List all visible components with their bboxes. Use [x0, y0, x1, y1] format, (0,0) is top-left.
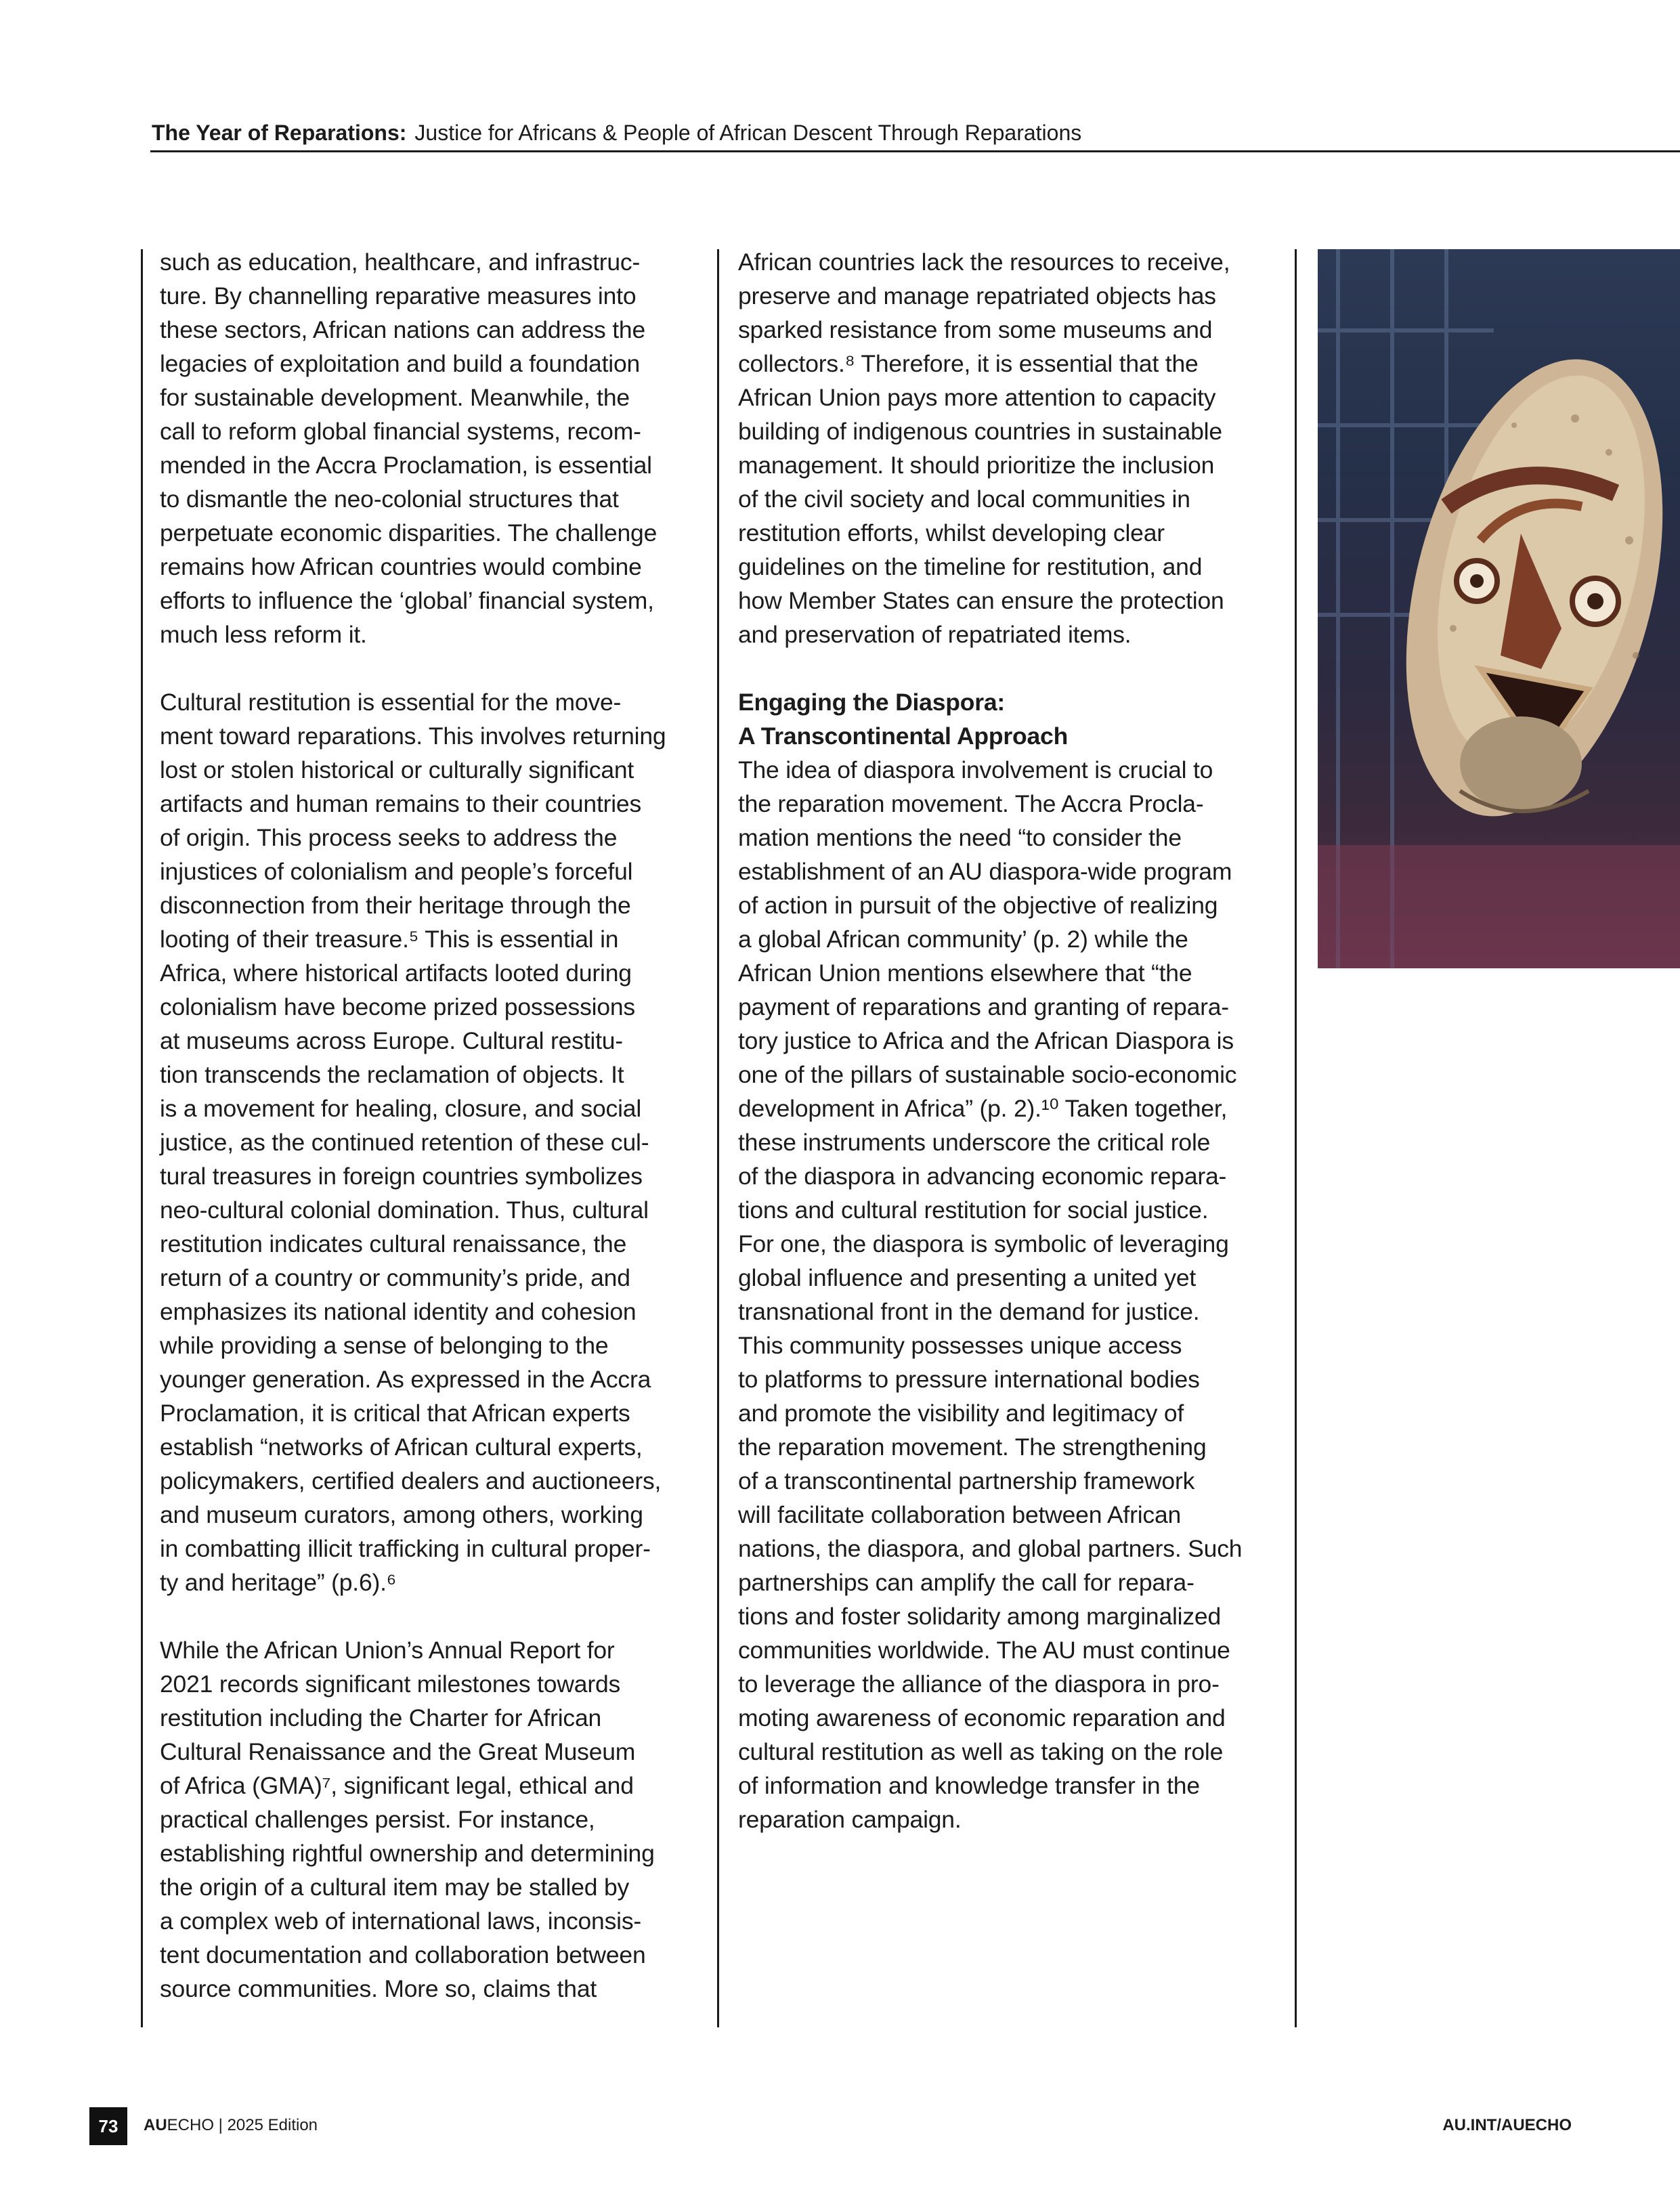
header-title-rest: Justice for Africans & People of African Descent Through Reparations — [414, 121, 1082, 145]
section-heading: Engaging the Diaspora: A Transcontinental Approach — [738, 689, 1069, 750]
paragraph: African countries lack the resources to receive, preserve and manage repatriated objects has sparked resistance from some museums and collectors.⁸ Therefore, it is essential that the African Union pays more attention to capacity building of indigenous countries in sustainable management. It should prioritize the inclusion of the civil society and local communities in restitution efforts, whilst developing clear guidelines on the timeline for restitution, and how Member States can ensure the protection and preservation of repatriated items. — [738, 249, 1230, 648]
footer-publication — [144, 2115, 318, 2136]
footer-brand-rest: ECHO | 2025 Edition — [167, 2116, 318, 2134]
paragraph: The idea of diaspora involvement is crucial to the reparation movement. The Accra Procla- mation mentions the need “to consider the establishment of an AU diaspora-wide program of action in pursuit of the objective of realizing a global African community’ (p. 2) while the African Union mentions elsewhere that “the payment of reparations and granting of repara- tory justice to Africa and the African Diaspora is one of the pillars of sustainable socio-economic development in Africa” (p. 2).¹⁰ Taken together, these instruments underscore the critical role of the diaspora in advancing economic repara- tions and cultural restitution for social justice. For one, the diaspora is symbolic of leveraging global influence and presenting a united yet transnational front in the demand for justice. This community possesses unique access to platforms to pressure international bodies and promote the visibility and legitimacy of the reparation movement. The strengthening of a transcontinental partnership framework will facilitate collaboration between African nations, the diaspora, and global partners. Such partnerships can amplify the call for repara- tions and foster solidarity among marginalized communities worldwide. The AU must continue to leverage the alliance of the diaspora in pro- moting awareness of economic reparation and cultural restitution as well as taking on the role of information and knowledge transfer in the reparation campaign. — [738, 756, 1243, 1833]
article-column-1 — [160, 245, 702, 2006]
header-rule — [150, 150, 1680, 152]
header-title-bold: The Year of Reparations: — [152, 121, 407, 145]
paragraph: While the African Union’s Annual Report for 2021 records significant milestones towards restitution including the Charter for African Cultural Renaissance and the Great Museum of Africa (GMA)⁷, significant legal, ethical and practical challenges persist. For instance, establishing rightful ownership and determining the origin of a cultural item may be stalled by a complex web of international laws, inconsis- tent documentation and collaboration between source communities. More so, claims that — [160, 1637, 655, 2002]
footer-url[interactable]: AU.INT/AUECHO — [1442, 2116, 1572, 2134]
mask-photo — [1318, 249, 1680, 968]
column-rule-right — [1295, 249, 1297, 2027]
paragraph: such as education, healthcare, and infrastruc- ture. By channelling reparative measures into these sectors, African nations can address the legacies of exploitation and build a foundation for sustainable development. Meanwhile, the call to reform global financial systems, recom- mended in the Accra Proclamation, is essential to dismantle the neo-colonial structures that perpetuate economic disparities. The challenge remains how African countries would combine efforts to influence the ‘global’ financial system, much less reform it. — [160, 249, 658, 648]
column-rule-middle — [717, 249, 719, 2027]
paragraph: Cultural restitution is essential for the move- ment toward reparations. This involves returning lost or stolen historical or culturally significant artifacts and human remains to their countries of origin. This process seeks to address the injustices of colonialism and people’s forceful disconnection from their heritage through the looting of their treasure.⁵ This is essential in Africa, where historical artifacts looted during colonialism have become prized possessions at museums across Europe. Cultural restitu- tion transcends the reclamation of objects. It is a movement for healing, closure, and social justice, as the continued retention of these cul- tural treasures in foreign countries symbolizes neo-cultural colonial domination. Thus, cultural restitution indicates cultural renaissance, the return of a country or community’s pride, and emphasizes its national identity and cohesion while providing a sense of belonging to the younger generation. As expressed in the Accra Proclamation, it is critical that African experts establish “networks of African cultural experts, policymakers, certified dealers and auctioneers, and museum curators, among others, working in combatting illicit trafficking in cultural proper- ty and heritage” (p.6).⁶ — [160, 689, 666, 1596]
mask-illustration — [1318, 249, 1680, 968]
running-header — [152, 119, 1081, 146]
page-number-badge: 73 — [89, 2107, 127, 2145]
column-rule-left — [141, 249, 143, 2027]
article-column-2 — [738, 245, 1280, 1836]
footer-brand-bold: AU — [144, 2116, 167, 2134]
